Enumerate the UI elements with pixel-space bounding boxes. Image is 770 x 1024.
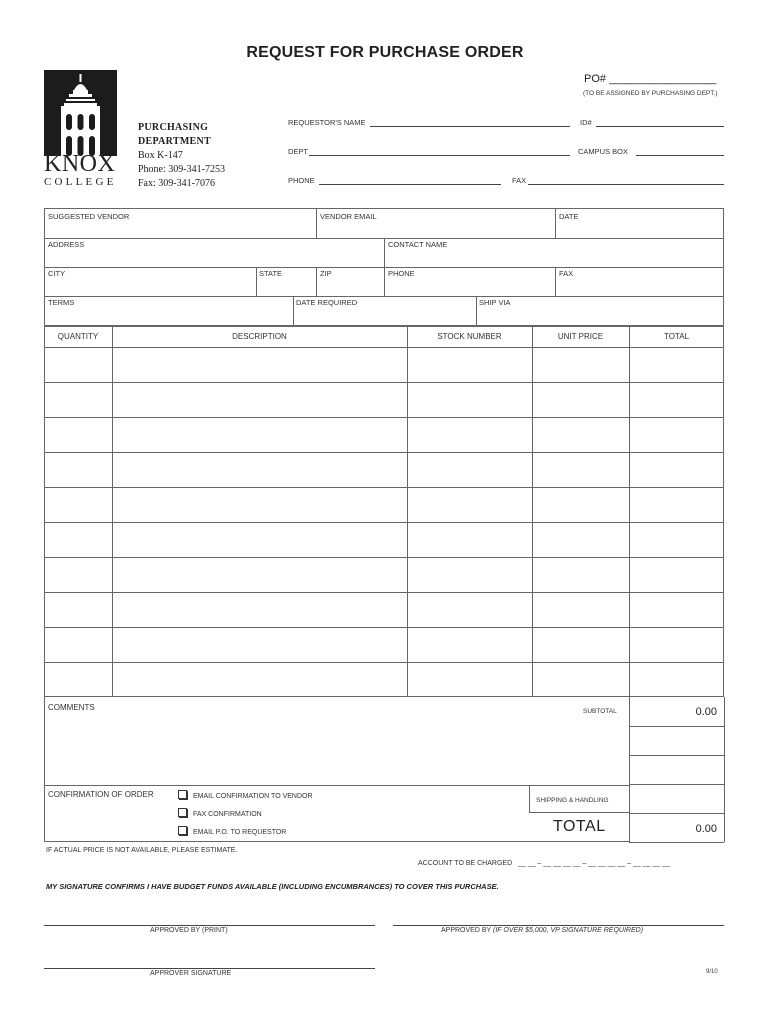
dept-phone: Phone: 309-341-7253 (138, 164, 225, 175)
items-header-divider (44, 347, 724, 348)
po-label: PO# (584, 73, 607, 85)
zip-field[interactable]: ZIP (320, 269, 332, 278)
contact-name-field[interactable]: CONTACT NAME (388, 240, 448, 249)
totals-divider (629, 784, 724, 785)
totals-divider (629, 842, 724, 843)
campus-box-label: CAMPUS BOX (578, 147, 629, 156)
requestor-name-field[interactable] (370, 126, 570, 127)
vendor-divider (476, 296, 477, 326)
approved-by-print-label: APPROVED BY (PRINT) (150, 927, 228, 934)
table-row[interactable] (44, 627, 724, 628)
logo-word-college: COLLEGE (44, 176, 117, 188)
option-label: FAX CONFIRMATION (193, 811, 262, 818)
phone-field[interactable] (319, 184, 501, 185)
table-row[interactable] (44, 557, 724, 558)
vendor-email-field[interactable]: VENDOR EMAIL (320, 212, 377, 221)
approver-signature-label: APPROVER SIGNATURE (150, 970, 232, 977)
dept-field[interactable] (309, 155, 570, 156)
address-field[interactable]: ADDRESS (48, 240, 85, 249)
totals-divider (629, 813, 724, 814)
campus-box-field[interactable] (636, 155, 724, 156)
id-label: ID# (580, 118, 592, 127)
comments-divider (44, 785, 529, 786)
totals-divider (724, 697, 725, 842)
approved-by-vp-label (441, 927, 643, 934)
city-field[interactable]: CITY (48, 269, 66, 278)
approved-by-vp-note: (IF OVER $5,000, VP SIGNATURE REQUIRED) (493, 927, 644, 934)
account-field[interactable]: __ __ – __ __ __ __ – __ __ __ __ – __ __ __ __ (518, 860, 670, 867)
header-stock-number: STOCK NUMBER (437, 332, 502, 341)
vendor-divider (555, 267, 556, 296)
dept-fax: Fax: 309-341-7076 (138, 178, 215, 189)
table-row[interactable] (44, 417, 724, 418)
signature-statement: MY SIGNATURE CONFIRMS I HAVE BUDGET FUNDS AVAILABLE (INCLUDING ENCUMBRANCES) TO COVER THIS PURCHASE. (46, 882, 499, 891)
ship-via-field[interactable]: SHIP VIA (479, 298, 511, 307)
comments-label: COMMENTS (48, 703, 95, 712)
requestor-name-label: REQUESTOR'S NAME (288, 118, 366, 127)
vendor-fax-field[interactable]: FAX (559, 269, 574, 278)
fax-field[interactable] (528, 184, 724, 185)
option-label: EMAIL CONFIRMATION TO VENDOR (193, 793, 313, 800)
terms-field[interactable]: TERMS (48, 298, 75, 307)
approved-by-vp-line[interactable] (393, 925, 724, 926)
dept-label: DEPT (288, 147, 309, 156)
vendor-divider (256, 267, 257, 296)
totals-divider (629, 697, 630, 842)
checkbox-icon[interactable] (178, 808, 187, 817)
header-quantity: QUANTITY (57, 332, 99, 341)
table-row[interactable] (44, 487, 724, 488)
vendor-divider (293, 296, 294, 326)
table-row[interactable] (44, 452, 724, 453)
po-number-label (584, 73, 716, 85)
po-blank[interactable]: ___________________ (609, 73, 716, 85)
total-label: TOTAL (553, 818, 606, 835)
account-label (418, 860, 670, 867)
state-field[interactable]: STATE (259, 269, 283, 278)
option-email-requestor[interactable] (178, 826, 286, 836)
fax-label: FAX (512, 176, 527, 185)
tower-icon (44, 70, 117, 160)
confirmation-label: CONFIRMATION OF ORDER (48, 790, 154, 799)
date-required-field[interactable]: DATE REQUIRED (296, 298, 358, 307)
suggested-vendor-field[interactable]: SUGGESTED VENDOR (48, 212, 130, 221)
knox-college-logo (44, 70, 117, 160)
phone-label: PHONE (288, 176, 315, 185)
purchasing-department-block (138, 121, 225, 191)
header-total: TOTAL (663, 332, 690, 341)
comments-box[interactable] (44, 697, 630, 842)
table-row[interactable] (44, 662, 724, 663)
checkbox-icon[interactable] (178, 826, 187, 835)
vendor-row-divider-3 (44, 296, 724, 297)
total-value: 0.00 (695, 823, 717, 835)
vendor-divider (316, 208, 317, 238)
account-label-text: ACCOUNT TO BE CHARGED (418, 860, 513, 867)
dept-box: Box K-147 (138, 150, 183, 161)
logo-word-knox: KNOX (44, 151, 116, 177)
estimate-note: IF ACTUAL PRICE IS NOT AVAILABLE, PLEASE ESTIMATE. (46, 847, 238, 854)
header-unit-price: UNIT PRICE (557, 332, 604, 341)
approver-signature-line[interactable] (44, 968, 375, 969)
subtotal-value: 0.00 (695, 706, 717, 718)
dept-line2: DEPARTMENT (138, 136, 212, 147)
po-note: (TO BE ASSIGNED BY PURCHASING DEPT.) (583, 90, 718, 97)
approved-by-print-line[interactable] (44, 925, 375, 926)
approved-by-vp-prefix: APPROVED BY (441, 927, 492, 934)
subtotal-label: SUBTOTAL (583, 708, 617, 715)
table-row[interactable] (44, 522, 724, 523)
header-description: DESCRIPTION (232, 332, 287, 341)
checkbox-icon[interactable] (178, 790, 187, 799)
vendor-phone-field[interactable]: PHONE (388, 269, 415, 278)
form-title: REQUEST FOR PURCHASE ORDER (246, 44, 524, 61)
totals-divider (629, 755, 724, 756)
table-row[interactable] (44, 592, 724, 593)
vendor-divider (384, 238, 385, 267)
option-fax-confirmation[interactable] (178, 808, 262, 818)
option-email-vendor[interactable] (178, 790, 313, 800)
vendor-divider (384, 267, 385, 296)
option-label: EMAIL P.O. TO REQUESTOR (193, 829, 287, 836)
form-version: 9/10 (706, 969, 718, 975)
table-row[interactable] (44, 382, 724, 383)
vendor-divider (555, 208, 556, 238)
vendor-divider (316, 267, 317, 296)
date-field[interactable]: DATE (559, 212, 579, 221)
id-field[interactable] (596, 126, 724, 127)
totals-divider (629, 726, 724, 727)
shipping-label: SHIPPING & HANDLING (536, 797, 609, 804)
dept-line1: PURCHASING (138, 122, 209, 133)
